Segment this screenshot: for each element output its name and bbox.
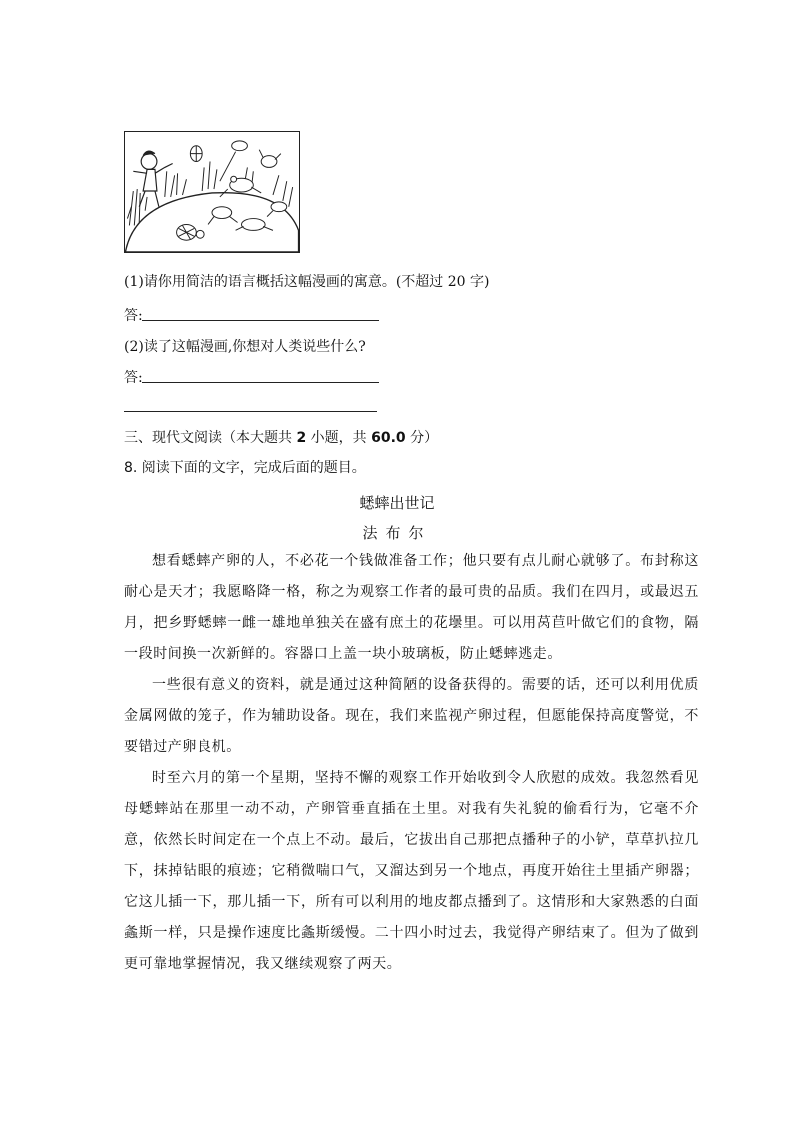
question-1: (1)请你用简洁的语言概括这幅漫画的寓意。(不超过 20 字) [124, 274, 490, 290]
answer-label-1: 答: [124, 308, 143, 324]
article-paragraph: 时至六月的第一个星期，坚持不懈的观察工作开始收到令人欣慰的成效。我忽然看见母蟋蟀站在那里一动不动，产卵管垂直插在土里。对我有失礼貌的偷看行为，它毫不介意，依然长时间定在一个点上不动。最后，它拔出自己那把点播种子的小铲，草草扒拉几下，抹掉钻眼的痕迹；它稍微喘口气，又溜达到另一个地点，再度开始往土里插产卵器；它这儿插一下，那儿插一下，所有可以利用的地皮都点播到了。这情形和大家熟悉的白面螽斯一样，只是操作速度比螽斯缓慢。二十四小时过去，我觉得产卵结束了。但为了做到更可靠地掌握情况，我又继续观察了两天。 [124, 770, 699, 972]
article-paragraph: 一些很有意义的资料，就是通过这种简陋的设备获得的。需要的话，还可以利用优质金属网做的笼子，作为辅助设备。现在，我们来监视产卵过程，但愿能保持高度警觉，不要错过产卵良机。 [124, 677, 699, 755]
question-8: 8. 阅读下面的文字，完成后面的题目。 [124, 460, 366, 476]
section-prefix: 三、现代文阅读（本大题共 [124, 430, 297, 446]
section-count: 2 [296, 430, 307, 446]
article-body [124, 546, 699, 980]
article-paragraph: 想看蟋蟀产卵的人，不必花一个钱做准备工作；他只要有点儿耐心就够了。布封称这耐心是天才；我愿略降一格，称之为观察工作者的最可贵的品质。我们在四月，或最迟五月，把乡野蟋蟀一雌一雄地单独关在盛有庶土的花壜里。可以用莴苣叶做它们的食物，隔一段时间换一次新鲜的。容器口上盖一块小玻璃板，防止蟋蟀逃走。 [124, 553, 699, 662]
question-2: (2)读了这幅漫画,你想对人类说些什么? [124, 339, 366, 355]
answer-line-2[interactable] [142, 382, 379, 383]
section-heading [124, 428, 438, 448]
section-suffix: 分） [405, 430, 439, 446]
article-title: 蟋蟀出世记 [359, 494, 435, 512]
section-score: 60.0 [371, 430, 406, 446]
answer-line-3[interactable] [124, 411, 377, 412]
article-author: 法布尔 [362, 524, 432, 542]
cartoon-drawing [125, 132, 299, 252]
answer-line-1[interactable] [142, 320, 379, 321]
answer-label-2: 答: [124, 370, 143, 386]
section-middle: 小题，共 [306, 430, 372, 446]
cartoon-illustration [124, 131, 300, 253]
